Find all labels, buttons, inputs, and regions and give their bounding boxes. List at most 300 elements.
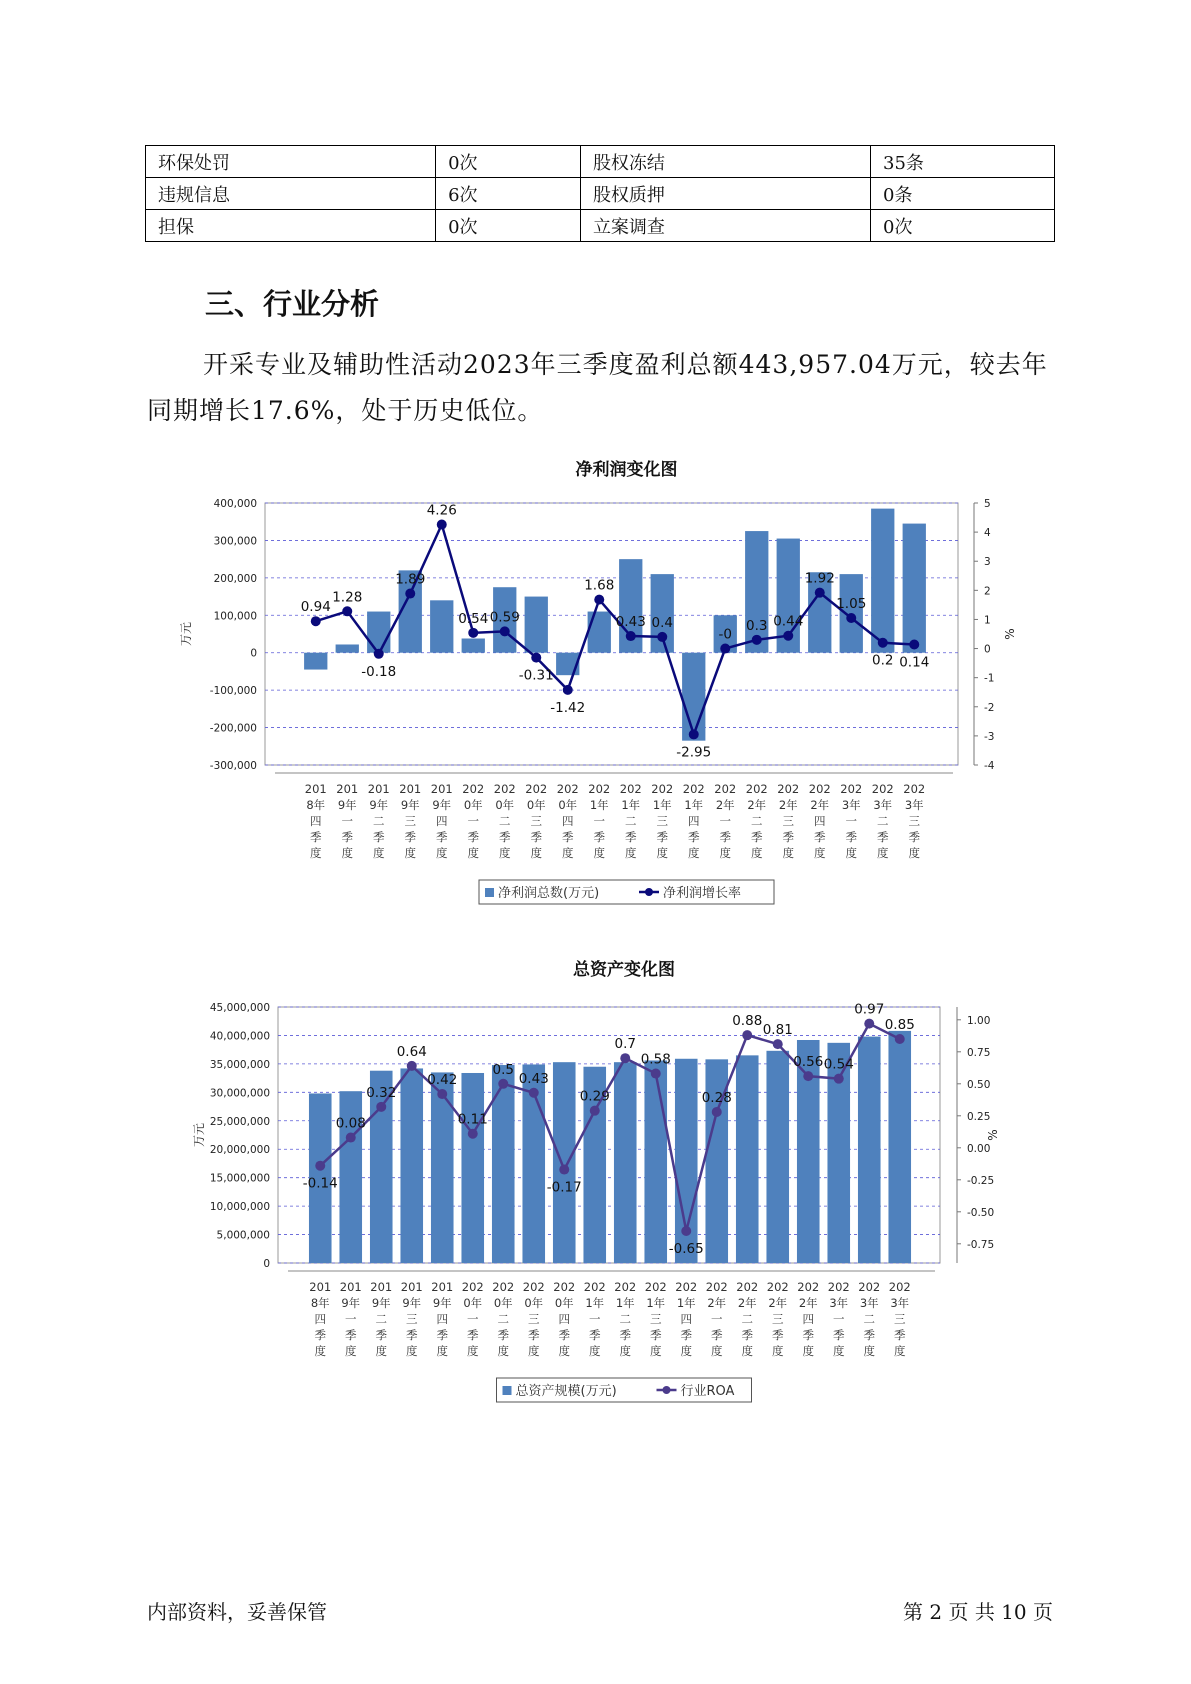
table-cell: 股权质押 (580, 178, 870, 210)
x-tick-label-line: 二 (373, 814, 385, 828)
data-label: 0.94 (300, 599, 331, 616)
x-tick-label-line: 9年 (432, 1296, 452, 1310)
data-label: 0.28 (701, 1089, 732, 1106)
x-tick-label-line: 季 (619, 1328, 631, 1342)
x-tick-label (706, 1280, 728, 1358)
x-tick-label-line: 度 (562, 846, 574, 860)
x-tick-label-line: 1年 (615, 1296, 635, 1310)
data-label: 1.89 (395, 571, 426, 588)
x-tick-label-line: 3年 (859, 1296, 879, 1310)
y-tick-label-left: 30,000,000 (209, 1087, 270, 1100)
data-label: 0.97 (854, 1001, 885, 1018)
x-tick-label-line: 201 (400, 1280, 423, 1294)
x-tick-label-line: 202 (797, 1280, 820, 1294)
x-tick-label-line: 9年 (432, 798, 452, 812)
bar (553, 1062, 576, 1263)
y-tick-label-right: 2 (984, 585, 991, 598)
x-tick-label-line: 度 (656, 846, 668, 860)
y-tick-label-right: -4 (984, 760, 995, 772)
x-tick-label-line: 9年 (400, 798, 420, 812)
x-tick-label-line: 一 (341, 814, 353, 828)
x-tick-label-line: 9年 (341, 1296, 361, 1310)
x-tick-label-line: 202 (871, 782, 894, 796)
x-tick-label-line: 度 (345, 1344, 357, 1358)
data-label: 0.81 (762, 1022, 793, 1039)
data-label: 0.44 (773, 613, 804, 630)
line-point (437, 520, 447, 530)
x-tick-label-line: 202 (644, 1280, 667, 1294)
x-tick-label (340, 1280, 362, 1358)
line-point (529, 1088, 539, 1098)
bar (766, 1051, 789, 1263)
x-tick-label (675, 1280, 697, 1358)
data-label: 0.56 (793, 1054, 824, 1071)
y-axis-label-left: 万元 (192, 1122, 206, 1148)
x-tick-label-line: 1年 (676, 1296, 696, 1310)
x-tick-label-line: 二 (751, 814, 763, 828)
data-label: 1.05 (836, 595, 867, 612)
line-point (346, 1133, 356, 1143)
line-point (720, 644, 730, 654)
y-tick-label-right: -0.75 (967, 1238, 995, 1251)
x-tick-label-line: 9年 (369, 798, 389, 812)
y-tick-label-left: -100,000 (209, 685, 257, 698)
x-tick-label-line: 3年 (904, 798, 924, 812)
y-tick-label-right: -0.50 (967, 1206, 995, 1219)
x-tick-label-line: 度 (467, 846, 479, 860)
x-tick-label-line: 2年 (747, 798, 767, 812)
x-tick-label-line: 9年 (371, 1296, 391, 1310)
table-cell: 担保 (146, 210, 436, 242)
line-point (376, 1102, 386, 1112)
x-tick-label-line: 季 (625, 830, 637, 844)
x-tick-label (588, 782, 610, 860)
line-point (559, 1165, 569, 1175)
table-row (146, 178, 1055, 210)
x-tick-label-line: 度 (751, 846, 763, 860)
x-tick-label-line: 季 (497, 1328, 509, 1342)
line-point (498, 1079, 508, 1089)
line-point (315, 1161, 325, 1171)
x-tick-label-line: 度 (814, 846, 826, 860)
table-cell: 0次 (436, 210, 581, 242)
x-tick-label-line: 度 (863, 1344, 875, 1358)
table-cell: 0次 (436, 146, 581, 178)
line-point (311, 616, 321, 626)
bar (858, 1037, 881, 1263)
x-tick-label-line: 202 (827, 1280, 850, 1294)
y-tick-label-right: 1 (984, 614, 991, 627)
x-tick-label (305, 782, 327, 860)
x-tick-label-line: 一 (719, 814, 731, 828)
line-point (895, 1034, 905, 1044)
info-table (145, 145, 1055, 242)
x-tick-label-line: 季 (741, 1328, 753, 1342)
x-tick-label (553, 1280, 575, 1358)
x-tick-label-line: 202 (858, 1280, 881, 1294)
table-row (146, 146, 1055, 178)
line-point (846, 613, 856, 623)
x-tick-label-line: 度 (406, 1344, 418, 1358)
legend-bar-swatch (485, 888, 494, 897)
bar (461, 1073, 484, 1263)
x-tick-label (525, 782, 547, 860)
table-cell: 0条 (871, 178, 1055, 210)
x-tick-label-line: 8年 (310, 1296, 330, 1310)
chart-title: 净利润变化图 (575, 460, 678, 480)
x-tick-label (858, 1280, 880, 1358)
x-tick-label-line: 202 (705, 1280, 728, 1294)
x-tick-label-line: 四 (558, 1312, 570, 1326)
legend-bar-label: 总资产规模(万元) (515, 1384, 617, 1399)
x-tick-label-line: 一 (593, 814, 605, 828)
x-tick-label-line: 三 (908, 814, 920, 828)
x-tick-label-line: 202 (588, 782, 611, 796)
x-tick-label (431, 782, 453, 860)
line-point (500, 626, 510, 636)
x-tick-label-line: 度 (589, 1344, 601, 1358)
y-tick-label-right: 1.00 (967, 1014, 991, 1027)
footer-page-number: 第 2 页 共 10 页 (903, 1600, 1053, 1624)
y-tick-label-left: 25,000,000 (209, 1115, 270, 1128)
x-tick-label-line: 0年 (524, 1296, 544, 1310)
bar (588, 612, 611, 653)
x-tick-label-line: 一 (467, 1312, 479, 1326)
bar (462, 638, 485, 652)
line-point (468, 1129, 478, 1139)
x-tick-label-line: 季 (562, 830, 574, 844)
y-tick-label-left: 10,000,000 (209, 1201, 270, 1214)
x-tick-label-line: 度 (802, 1344, 814, 1358)
legend-bar-label: 净利润总数(万元) (498, 886, 600, 901)
x-tick-label (401, 1280, 423, 1358)
x-tick-label-line: 季 (751, 830, 763, 844)
x-tick-label-line: 2年 (778, 798, 798, 812)
x-tick-label-line: 季 (814, 830, 826, 844)
x-tick-label-line: 202 (745, 782, 768, 796)
x-tick-label-line: 0年 (463, 798, 483, 812)
x-tick-label-line: 二 (619, 1312, 631, 1326)
data-label: 1.28 (332, 589, 363, 606)
x-tick-label-line: 202 (808, 782, 831, 796)
x-tick-label-line: 度 (894, 1344, 906, 1358)
x-tick-label-line: 202 (675, 1280, 698, 1294)
y-tick-label-right: 0 (984, 643, 991, 656)
line-point (878, 638, 888, 648)
line-point (468, 628, 478, 638)
bar (903, 524, 926, 653)
table-cell: 6次 (436, 178, 581, 210)
y-tick-label-left: 0 (263, 1258, 270, 1270)
x-tick-label-line: 三 (404, 814, 416, 828)
bar (336, 644, 359, 652)
x-tick-label-line: 四 (688, 814, 700, 828)
x-tick-label-line: 季 (499, 830, 511, 844)
x-tick-label-line: 0年 (526, 798, 546, 812)
x-tick-label-line: 季 (404, 830, 416, 844)
x-tick-label-line: 度 (558, 1344, 570, 1358)
x-tick-label-line: 四 (680, 1312, 692, 1326)
line-point (405, 589, 415, 599)
x-tick-label-line: 202 (583, 1280, 606, 1294)
line-point (742, 1030, 752, 1040)
x-tick-label (494, 782, 516, 860)
x-tick-label-line: 度 (719, 846, 731, 860)
x-tick-label-line: 9年 (337, 798, 357, 812)
x-tick-label-line: 度 (908, 846, 920, 860)
x-tick-label-line: 季 (341, 830, 353, 844)
line-point (712, 1107, 722, 1117)
line-point (590, 1106, 600, 1116)
x-tick-label (840, 782, 862, 860)
x-tick-label-line: 202 (614, 1280, 637, 1294)
x-tick-label-line: 季 (782, 830, 794, 844)
x-tick-label (903, 782, 925, 860)
data-label: 0.7 (614, 1036, 636, 1053)
legend-line-marker (663, 1386, 671, 1394)
x-tick-label-line: 三 (530, 814, 542, 828)
legend-line-label: 行业ROA (680, 1384, 735, 1399)
x-tick-label-line: 季 (680, 1328, 692, 1342)
x-tick-label (431, 1280, 453, 1358)
table-row (146, 210, 1055, 242)
data-label: 0.58 (640, 1051, 671, 1068)
x-tick-label-line: 3年 (829, 1296, 849, 1310)
x-tick-label-line: 二 (877, 814, 889, 828)
line-point (342, 606, 352, 616)
x-tick-label-line: 2年 (768, 1296, 788, 1310)
x-tick-label-line: 季 (375, 1328, 387, 1342)
table-cell: 股权冻结 (580, 146, 870, 178)
line-point (437, 1089, 447, 1099)
x-tick-label-line: 度 (499, 846, 511, 860)
x-tick-label (462, 1280, 484, 1358)
x-tick-label-line: 二 (497, 1312, 509, 1326)
y-axis-label-right: % (1003, 628, 1017, 640)
x-tick-label-line: 201 (339, 1280, 362, 1294)
table-cell: 35条 (871, 146, 1055, 178)
x-tick-label-line: 四 (814, 814, 826, 828)
x-tick-label (614, 1280, 636, 1358)
x-tick-label-line: 季 (833, 1328, 845, 1342)
line-point (773, 1039, 783, 1049)
x-tick-label-line: 季 (406, 1328, 418, 1342)
x-tick-label-line: 季 (528, 1328, 540, 1342)
x-tick-label-line: 度 (772, 1344, 784, 1358)
x-tick-label-line: 二 (375, 1312, 387, 1326)
data-label: 0.64 (396, 1043, 427, 1060)
x-tick-label-line: 三 (406, 1312, 418, 1326)
line-point (834, 1074, 844, 1084)
y-tick-label-right: -1 (984, 672, 995, 685)
y-tick-label-left: 45,000,000 (209, 1002, 270, 1014)
data-label: -0.65 (668, 1241, 704, 1257)
x-tick-label-line: 三 (894, 1312, 906, 1326)
data-label: -0.17 (546, 1179, 582, 1196)
data-label: 0.11 (457, 1111, 488, 1128)
x-tick-label-line: 2年 (715, 798, 735, 812)
x-tick-label-line: 202 (492, 1280, 515, 1294)
x-tick-label-line: 1年 (646, 1296, 666, 1310)
table-cell: 0次 (871, 210, 1055, 242)
data-label: 0.08 (335, 1115, 366, 1132)
x-tick-label (777, 782, 799, 860)
x-tick-label (872, 782, 894, 860)
x-tick-label-line: 度 (530, 846, 542, 860)
line-point (864, 1019, 874, 1029)
legend-line-label: 净利润增长率 (663, 886, 742, 901)
x-tick-label-line: 0年 (558, 798, 578, 812)
x-tick-label-line: 度 (680, 1344, 692, 1358)
x-tick-label (492, 1280, 514, 1358)
x-tick-label-line: 度 (375, 1344, 387, 1358)
y-tick-label-right: 0.75 (967, 1046, 991, 1059)
x-tick-label (736, 1280, 758, 1358)
y-tick-label-left: 15,000,000 (209, 1172, 270, 1185)
x-tick-label (557, 782, 579, 860)
bar (430, 600, 453, 652)
line-point (374, 649, 384, 659)
x-tick-label-line: 度 (688, 846, 700, 860)
data-label: -2.95 (676, 744, 712, 761)
x-tick-label-line: 3年 (873, 798, 893, 812)
x-tick-label-line: 202 (462, 782, 485, 796)
y-tick-label-left: 0 (250, 647, 257, 660)
x-tick-label-line: 度 (404, 846, 416, 860)
y-tick-label-left: 300,000 (213, 535, 257, 548)
x-tick-label-line: 202 (493, 782, 516, 796)
x-tick-label (645, 1280, 667, 1358)
data-label: 0.42 (427, 1072, 458, 1089)
data-label: 0.54 (823, 1056, 854, 1073)
y-tick-label-left: 35,000,000 (209, 1058, 270, 1071)
x-tick-label-line: 202 (553, 1280, 576, 1294)
x-tick-label-line: 度 (619, 1344, 631, 1358)
x-tick-label-line: 1年 (621, 798, 641, 812)
x-tick-label-line: 0年 (495, 798, 515, 812)
x-tick-label-line: 202 (736, 1280, 759, 1294)
line-point (657, 632, 667, 642)
x-tick-label-line: 8年 (306, 798, 326, 812)
y-tick-label-right: -0.25 (967, 1174, 995, 1187)
x-tick-label-line: 201 (430, 782, 453, 796)
x-tick-label-line: 1年 (652, 798, 672, 812)
y-tick-label-left: 400,000 (213, 498, 257, 510)
line-point (407, 1061, 417, 1071)
x-tick-label-line: 202 (619, 782, 642, 796)
x-tick-label-line: 四 (310, 814, 322, 828)
x-tick-label-line: 季 (436, 1328, 448, 1342)
y-tick-label-left: 200,000 (213, 572, 257, 585)
x-tick-label-line: 度 (314, 1344, 326, 1358)
table-cell: 立案调查 (580, 210, 870, 242)
x-tick-label-line: 0年 (493, 1296, 513, 1310)
x-tick-label-line: 季 (589, 1328, 601, 1342)
data-label: -0.14 (302, 1175, 338, 1192)
x-tick-label-line: 季 (908, 830, 920, 844)
x-tick-label-line: 季 (436, 830, 448, 844)
x-tick-label-line: 度 (436, 1344, 448, 1358)
legend-line-marker (645, 888, 653, 896)
x-tick-label-line: 一 (711, 1312, 723, 1326)
line-point (815, 588, 825, 598)
x-tick-label-line: 季 (845, 830, 857, 844)
data-label: 0.88 (732, 1013, 763, 1030)
x-tick-label-line: 度 (782, 846, 794, 860)
x-tick-label-line: 季 (688, 830, 700, 844)
x-tick-label (828, 1280, 850, 1358)
line-point (563, 685, 573, 695)
x-tick-label-line: 季 (711, 1328, 723, 1342)
x-tick-label-line: 201 (304, 782, 327, 796)
x-tick-label-line: 2年 (798, 1296, 818, 1310)
x-tick-label-line: 度 (650, 1344, 662, 1358)
x-tick-label-line: 度 (845, 846, 857, 860)
chart-title: 总资产变化图 (573, 960, 675, 980)
x-tick-label-line: 202 (766, 1280, 789, 1294)
x-tick-label-line: 度 (528, 1344, 540, 1358)
x-tick-label-line: 四 (562, 814, 574, 828)
x-tick-label (746, 782, 768, 860)
x-tick-label-line: 度 (711, 1344, 723, 1358)
section-heading: 三、行业分析 (205, 287, 380, 321)
line-point (681, 1226, 691, 1236)
x-tick-label-line: 一 (345, 1312, 357, 1326)
x-tick-label-line: 度 (467, 1344, 479, 1358)
x-tick-label-line: 202 (840, 782, 863, 796)
y-tick-label-right: 0.50 (967, 1078, 991, 1091)
x-tick-label-line: 202 (714, 782, 737, 796)
bar (682, 653, 705, 741)
x-tick-label (336, 782, 358, 860)
table-cell: 违规信息 (146, 178, 436, 210)
y-tick-label-left: -200,000 (209, 722, 257, 735)
data-label: 0.32 (366, 1084, 397, 1101)
x-tick-label-line: 0年 (554, 1296, 574, 1310)
data-label: 0.14 (899, 654, 930, 671)
x-tick-label-line: 3年 (841, 798, 861, 812)
x-tick-label-line: 季 (373, 830, 385, 844)
data-label: 0.5 (492, 1061, 514, 1078)
x-tick-label-line: 季 (894, 1328, 906, 1342)
x-tick-label-line: 度 (341, 846, 353, 860)
data-label: 0.3 (746, 617, 768, 634)
x-tick-label (714, 782, 736, 860)
line-point (783, 631, 793, 641)
y-tick-label-right: 0.25 (967, 1110, 991, 1123)
y-tick-label-left: 5,000,000 (216, 1229, 270, 1242)
x-tick-label-line: 度 (436, 846, 448, 860)
data-label: 0.43 (615, 614, 646, 631)
x-tick-label-line: 2年 (737, 1296, 757, 1310)
data-label: 0.54 (458, 610, 489, 627)
line-point (594, 595, 604, 605)
x-tick-label-line: 季 (656, 830, 668, 844)
x-tick-label-line: 201 (431, 1280, 454, 1294)
net-profit-chart (0, 455, 1191, 925)
x-tick-label (797, 1280, 819, 1358)
x-tick-label-line: 202 (903, 782, 926, 796)
x-tick-label-line: 202 (651, 782, 674, 796)
x-tick-label-line: 季 (863, 1328, 875, 1342)
x-tick-label-line: 202 (888, 1280, 911, 1294)
bar (525, 597, 548, 653)
x-tick-label-line: 201 (367, 782, 390, 796)
x-tick-label-line: 度 (593, 846, 605, 860)
x-tick-label-line: 季 (314, 1328, 326, 1342)
x-tick-label-line: 202 (682, 782, 705, 796)
line-point (651, 1069, 661, 1079)
